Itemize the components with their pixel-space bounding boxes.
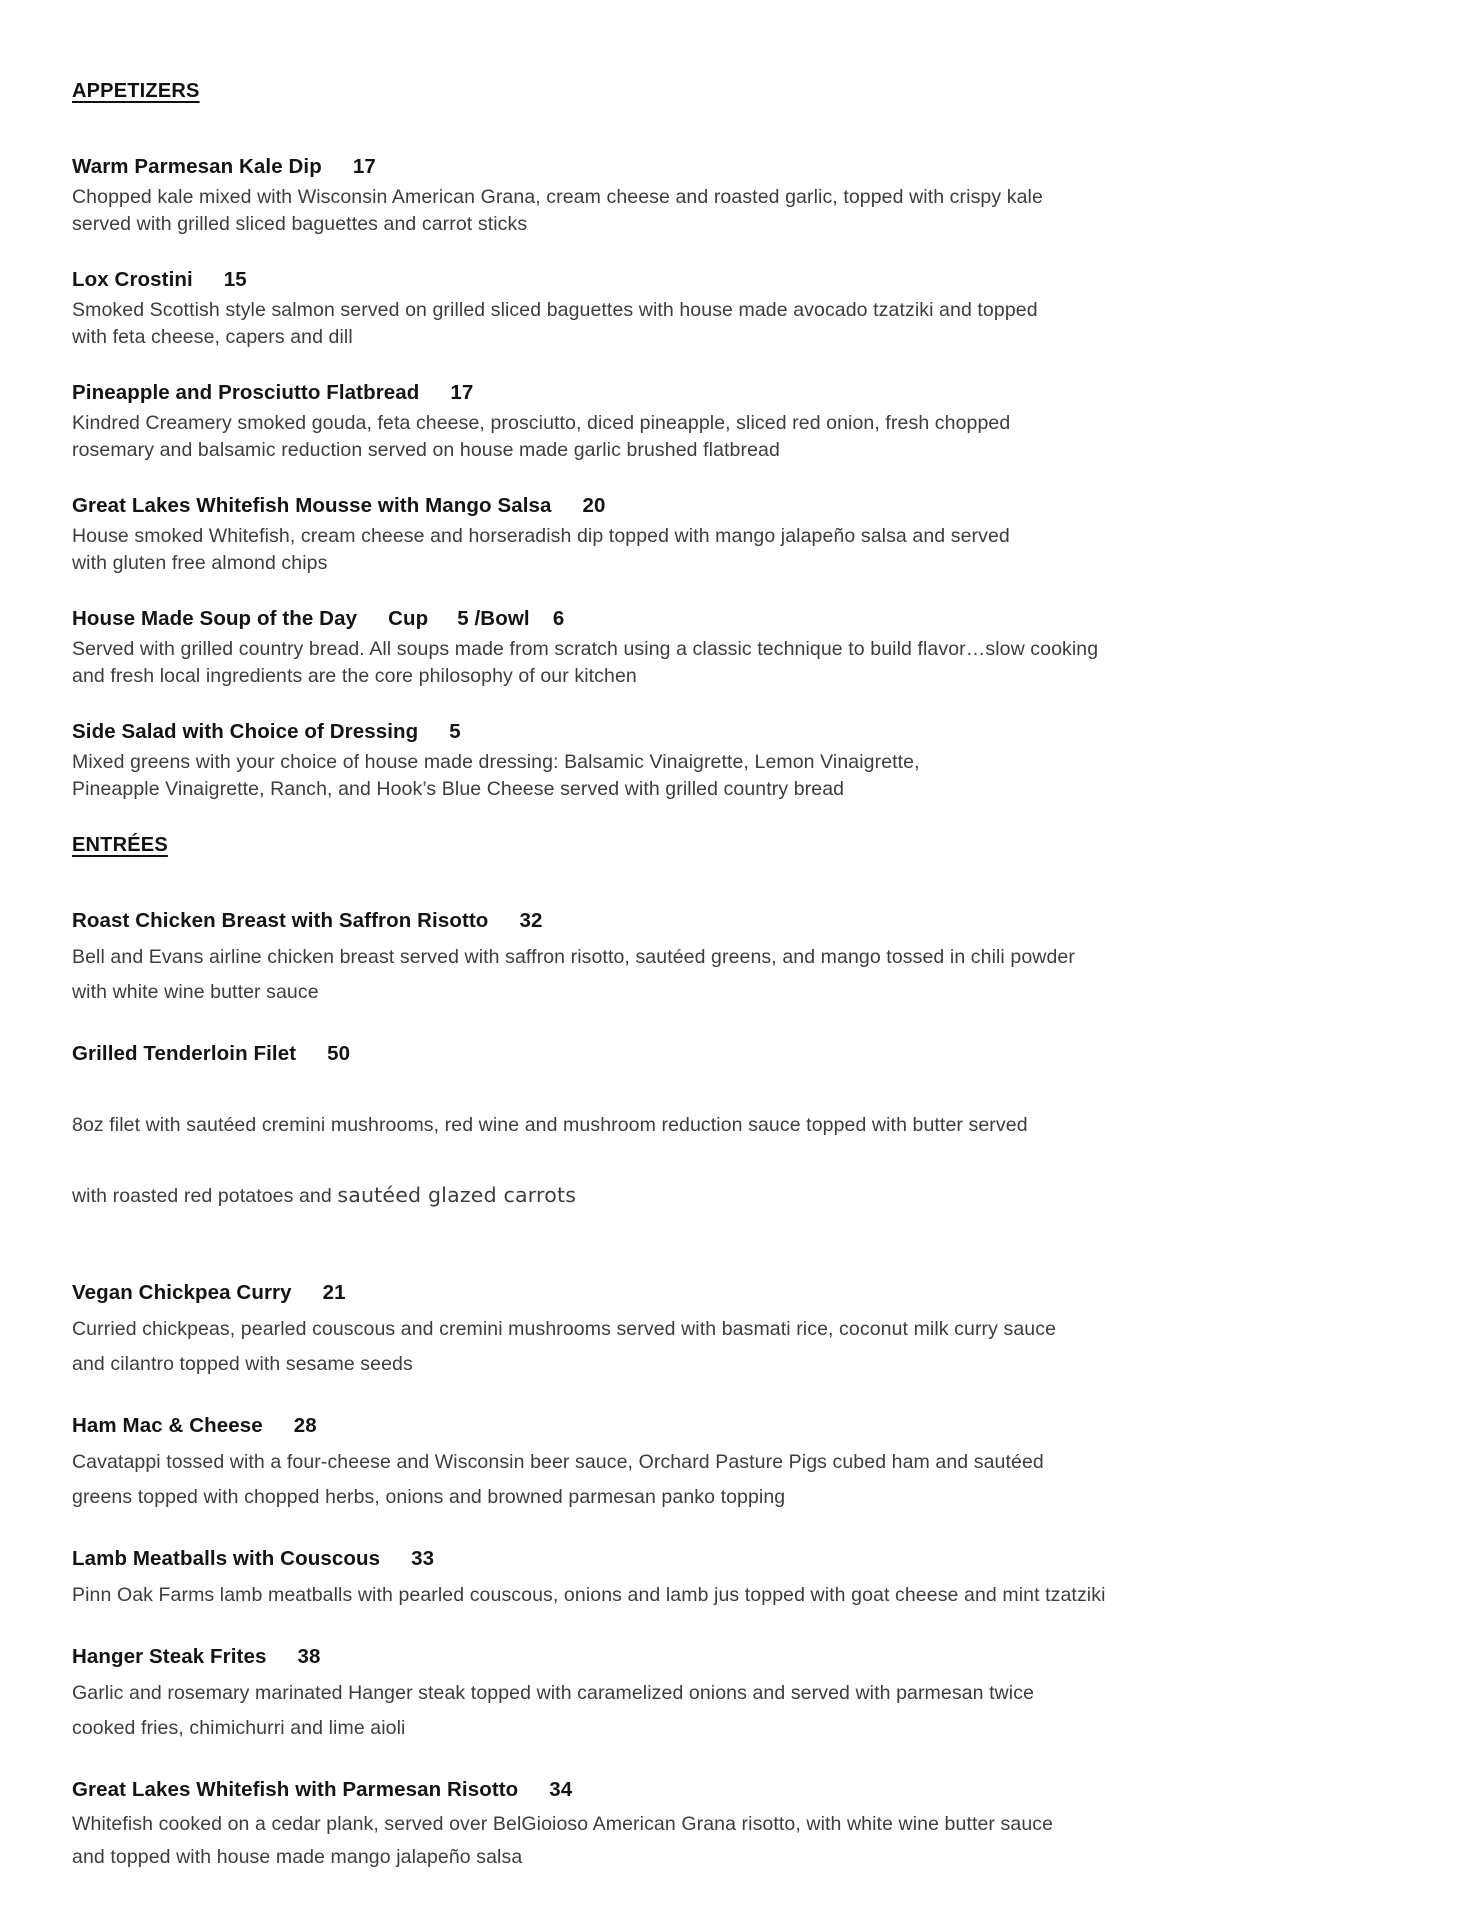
menu-item-lamb-meatballs bbox=[72, 1546, 1412, 1613]
menu-item-pineapple-prosciutto-flatbread bbox=[72, 380, 1412, 464]
menu-item-side-salad bbox=[72, 719, 1412, 803]
menu-item-name: Lox Crostini bbox=[72, 268, 193, 291]
menu-item-grilled-tenderloin-filet bbox=[72, 1041, 1412, 1249]
menu-item-title bbox=[72, 1644, 1412, 1670]
menu-item-description: Smoked Scottish style salmon served on grilled sliced baguettes with house made avocado tzatziki and topped with feta cheese, capers and dill bbox=[72, 299, 1038, 348]
menu-item-description-alt-text: sautéed glazed carrots bbox=[337, 1183, 577, 1207]
menu-item-soup-of-the-day bbox=[72, 606, 1412, 690]
menu-item-description: Pinn Oak Farms lamb meatballs with pearled couscous, onions and lamb jus topped with goat cheese and mint tzatziki bbox=[72, 1584, 1106, 1606]
menu-item-name: Grilled Tenderloin Filet bbox=[72, 1042, 297, 1065]
menu-item-name: Roast Chicken Breast with Saffron Risotto bbox=[72, 909, 489, 932]
menu-item-title bbox=[72, 493, 1412, 519]
menu-item-description: Chopped kale mixed with Wisconsin American Grana, cream cheese and roasted garlic, topped with crispy kale served with grilled sliced baguettes and carrot sticks bbox=[72, 186, 1043, 235]
menu-item-name: Great Lakes Whitefish with Parmesan Risotto bbox=[72, 1778, 519, 1801]
menu-item-price: 15 bbox=[223, 268, 247, 291]
menu-item-description: Whitefish cooked on a cedar plank, served over BelGioioso American Grana risotto, with white wine butter sauce and topped with house made mango jalapeño salsa bbox=[72, 1813, 1054, 1868]
menu-item-price: 28 bbox=[293, 1414, 317, 1437]
menu-item-description: Curried chickpeas, pearled couscous and cremini mushrooms served with basmati rice, coconut milk curry sauce and cilantro topped with sesame seeds bbox=[72, 1318, 1057, 1375]
section-appetizers-title: APPETIZERS bbox=[72, 80, 200, 102]
menu-item-price: 34 bbox=[549, 1778, 573, 1801]
menu-item-name: Vegan Chickpea Curry bbox=[72, 1281, 292, 1304]
menu-item-name: Great Lakes Whitefish Mousse with Mango Salsa bbox=[72, 494, 552, 517]
menu-item-title bbox=[72, 1777, 1412, 1803]
menu-item-ham-mac-and-cheese bbox=[72, 1413, 1412, 1515]
menu-item-price: 5 bbox=[449, 720, 461, 743]
menu-item-name: House Made Soup of the Day bbox=[72, 607, 358, 630]
menu-item-title bbox=[72, 719, 1412, 745]
menu-item-lox-crostini bbox=[72, 267, 1412, 351]
menu-item-title bbox=[72, 606, 1412, 632]
menu-item-price: 21 bbox=[322, 1281, 346, 1304]
menu-item-title bbox=[72, 1413, 1412, 1439]
menu-item-hanger-steak-frites bbox=[72, 1644, 1412, 1746]
menu-item-description: House smoked Whitefish, cream cheese and horseradish dip topped with mango jalapeño salsa and served with gluten free almond chips bbox=[72, 525, 1010, 574]
menu-item-description-line bbox=[72, 1178, 1412, 1214]
menu-item-description: Cavatappi tossed with a four-cheese and Wisconsin beer sauce, Orchard Pasture Pigs cubed ham and sautéed greens topped with chopped herbs, onions and browned parmesan panko topping bbox=[72, 1451, 1044, 1508]
section-appetizers bbox=[72, 78, 1412, 803]
section-entrees bbox=[72, 832, 1412, 1874]
menu-item-whitefish-mousse bbox=[72, 493, 1412, 577]
menu-item-description: Bell and Evans airline chicken breast served with saffron risotto, sautéed greens, and mango tossed in chili powder with white wine butter sauce bbox=[72, 946, 1075, 1003]
menu-item-name: Warm Parmesan Kale Dip bbox=[72, 155, 322, 178]
menu-item-name: Ham Mac & Cheese bbox=[72, 1414, 263, 1437]
menu-item-title bbox=[72, 380, 1412, 406]
menu-item-price: 20 bbox=[582, 494, 606, 517]
menu-item-price: 38 bbox=[297, 1645, 321, 1668]
menu-item-description-text: with roasted red potatoes and bbox=[72, 1185, 338, 1207]
menu-item-price: 17 bbox=[450, 381, 474, 404]
menu-item-name: Lamb Meatballs with Couscous bbox=[72, 1547, 381, 1570]
section-entrees-head bbox=[72, 832, 1412, 858]
menu-item-title bbox=[72, 1546, 1412, 1572]
menu-item-description bbox=[72, 1073, 1412, 1249]
menu-item-warm-parmesan-kale-dip bbox=[72, 154, 1412, 238]
menu-item-description: Garlic and rosemary marinated Hanger steak topped with caramelized onions and served with parmesan twice cooked fries, chimichurri and lime aioli bbox=[72, 1682, 1035, 1739]
section-appetizers-head bbox=[72, 78, 1412, 104]
menu-item-price: 50 bbox=[327, 1042, 351, 1065]
menu-item-title bbox=[72, 908, 1412, 934]
menu-item-title bbox=[72, 1041, 1412, 1067]
menu-item-name: Hanger Steak Frites bbox=[72, 1645, 267, 1668]
menu-item-description-line: 8oz filet with sautéed cremini mushrooms, red wine and mushroom reduction sauce topped with butter served bbox=[72, 1114, 1028, 1136]
section-entrees-title: ENTRÉES bbox=[72, 834, 168, 856]
menu-item-roast-chicken bbox=[72, 908, 1412, 1010]
menu-item-name: Pineapple and Prosciutto Flatbread bbox=[72, 381, 420, 404]
menu-item-price: 32 bbox=[519, 909, 543, 932]
menu-item-vegan-chickpea-curry bbox=[72, 1280, 1412, 1382]
menu-item-description: Mixed greens with your choice of house made dressing: Balsamic Vinaigrette, Lemon Vinaigrette, Pineapple Vinaigrette, Ranch, and Hook’s Blue Cheese served with grilled country bread bbox=[72, 751, 920, 800]
menu-item-name: Side Salad with Choice of Dressing bbox=[72, 720, 419, 743]
menu-item-whitefish-parmesan-risotto bbox=[72, 1777, 1412, 1874]
menu-item-title bbox=[72, 1280, 1412, 1306]
menu-item-description: Kindred Creamery smoked gouda, feta cheese, prosciutto, diced pineapple, sliced red onion, fresh chopped rosemary and balsamic reduction served on house made garlic brushed flatbread bbox=[72, 412, 1011, 461]
menu-item-description: Served with grilled country bread. All soups made from scratch using a classic technique to build flavor…slow cooking and fresh local ingredients are the core philosophy of our kitchen bbox=[72, 638, 1099, 687]
menu-item-price: Cup 5 /Bowl 6 bbox=[388, 607, 565, 630]
menu-item-price: 17 bbox=[352, 155, 376, 178]
menu-item-price: 33 bbox=[411, 1547, 435, 1570]
menu-item-title bbox=[72, 154, 1412, 180]
menu-item-title bbox=[72, 267, 1412, 293]
